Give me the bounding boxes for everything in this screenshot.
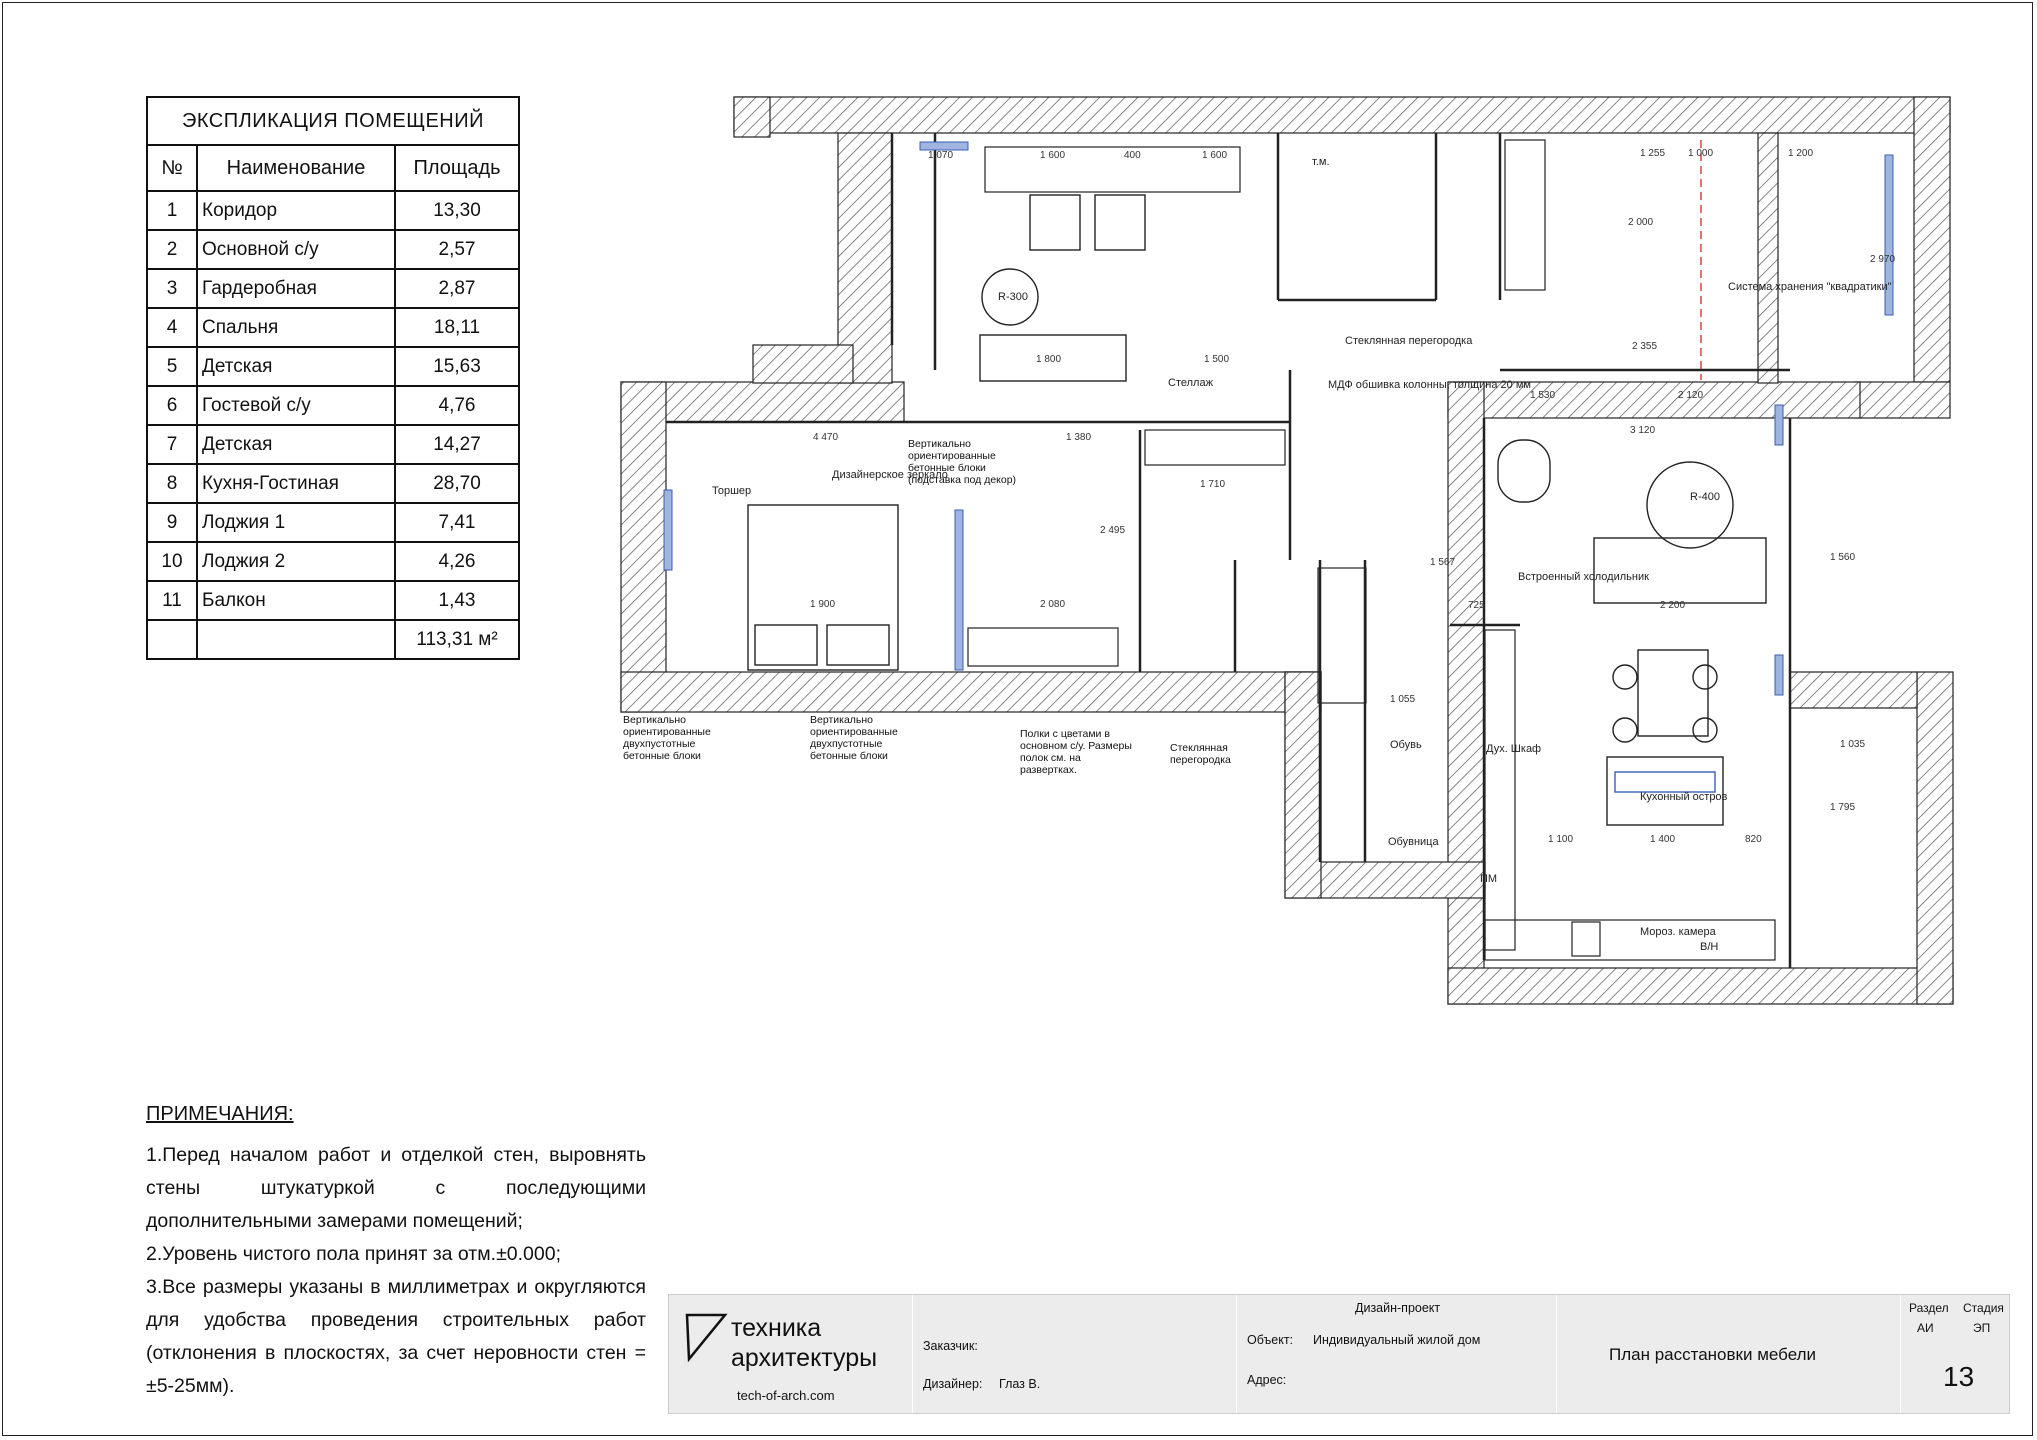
label-oven: Дух. Шкаф [1486,743,1542,755]
dim-2200: 2 200 [1660,600,1686,611]
dim-400: 400 [1124,150,1141,161]
label-shoes: Обувь [1390,739,1422,751]
dim-1070: 1 070 [928,150,954,161]
row-name: Гардеробная [197,269,395,308]
dim-2000: 2 000 [1628,217,1654,228]
row-area: 4,76 [395,386,519,425]
bed [748,505,898,670]
row-number: 3 [147,269,197,308]
dim-3120: 3 120 [1630,425,1656,436]
label-storage-system: Система хранения "квадратики" [1728,281,1892,293]
section-label: Раздел [1909,1301,1949,1315]
row-area: 15,63 [395,347,519,386]
row-name: Кухня-Гостиная [197,464,395,503]
dim-2970: 2 970 [1870,254,1896,265]
row-name: Лоджия 1 [197,503,395,542]
object-label: Объект: [1247,1333,1294,1347]
sheet-title-cell [1557,1295,1901,1413]
stage-cell [1901,1295,2011,1413]
logo-text: техника архитектуры [731,1314,878,1372]
sheet-number: 13 [1943,1361,1975,1392]
row-name: Гостевой с/у [197,386,395,425]
dim-820: 820 [1745,834,1762,845]
customer-label: Заказчик: [923,1339,978,1353]
dim-1795: 1 795 [1830,802,1856,813]
dim-1600b: 1 600 [1202,150,1228,161]
explication-title: ЭКСПЛИКАЦИЯ ПОМЕЩЕНИЙ [147,97,519,145]
row-number: 5 [147,347,197,386]
dim-1035: 1 035 [1840,739,1866,750]
note-item: 2.Уровень чистого пола принят за отм.±0.000; [146,1243,561,1265]
note-vblocks-stand: Вертикально ориентированные бетонные блоки (подставка под декор) [908,438,1017,486]
label-r400: R-400 [1690,491,1720,503]
dim-1500: 1 500 [1204,354,1230,365]
col-header-number: № [147,145,197,191]
stage-label: Стадия [1963,1301,2004,1315]
row-name: Детская [197,425,395,464]
row-area: 28,70 [395,464,519,503]
row-number: 4 [147,308,197,347]
sofa-room-5 [980,195,1145,381]
total-area: 113,31 м² [395,620,519,659]
dim-2120: 2 120 [1678,390,1704,401]
dim-1710: 1 710 [1200,479,1226,490]
note-item: 1.Перед началом работ и отделкой стен, выровнять стены штукатуркой с последующими дополнительными замерами помещений; [146,1144,646,1232]
row-name: Коридор [197,191,395,230]
logo-cell [669,1295,913,1413]
notes-title: ПРИМЕЧАНИЯ: [146,1103,294,1125]
label-kitchen-island: Кухонный остров [1640,791,1728,803]
dim-1560: 1 560 [1830,552,1856,563]
dim-1800: 1 800 [1036,354,1062,365]
dim-1200: 1 200 [1788,148,1814,159]
kitchen-cabinets [1485,630,1775,960]
row-number: 2 [147,230,197,269]
section-value: АИ [1917,1321,1934,1335]
row-name: Лоджия 2 [197,542,395,581]
row-area: 1,43 [395,581,519,620]
row-area: 2,57 [395,230,519,269]
label-torsher: Торшер [712,485,752,497]
living-room-furniture [1498,440,1766,825]
dim-1400: 1 400 [1650,834,1676,845]
note-vblocks-mid: Вертикально ориентированные двухпустотные бетонные блоки [810,714,898,762]
row-area: 18,11 [395,308,519,347]
dim-1900: 1 900 [810,599,836,610]
row-area: 2,87 [395,269,519,308]
interior-partitions [666,133,1790,968]
label-fridge: Встроенный холодильник [1518,571,1649,583]
stage-value: ЭП [1973,1321,1991,1335]
dim-1255: 1 255 [1640,148,1666,159]
row-number: 9 [147,503,197,542]
notes-block [146,1098,646,1403]
row-number: 8 [147,464,197,503]
dim-1567: 1 567 [1430,557,1456,568]
structural-walls [621,97,1953,1004]
dim-725: 725 [1468,600,1485,611]
label-shelving: Стеллаж [1168,377,1213,389]
label-dishwasher: ПМ [1480,873,1498,885]
dim-1055: 1 055 [1390,694,1416,705]
row-area: 4,26 [395,542,519,581]
note-shelves-flowers: Полки с цветами в основном с/у. Размеры полок см. на развертках. [1020,728,1132,776]
row-name: Балкон [197,581,395,620]
col-header-area: Площадь [395,145,519,191]
col-header-name: Наименование [197,145,395,191]
label-mdf-column: МДФ обшивка колонны, толщина 20 мм [1328,379,1531,391]
logo-url: tech-of-arch.com [737,1388,835,1403]
label-mirror: Дизайнерское зеркало [832,469,948,481]
row-area: 13,30 [395,191,519,230]
row-number: 7 [147,425,197,464]
note-item: 3.Все размеры указаны в миллиметрах и округляются для удобства проведения строительных работ (отклонения в плоскостях, за счет неровности стен = ±5-25мм). [146,1276,646,1397]
row-area: 7,41 [395,503,519,542]
label-shoe-rack: Обувница [1388,836,1439,848]
dim-1100: 1 100 [1548,834,1574,845]
row-name: Детская [197,347,395,386]
dim-1000: 1 000 [1688,148,1714,159]
label-glass-partition-1: Стеклянная перегородка [1345,335,1473,347]
note-glass-partition-2: Стеклянная перегородка [1170,742,1231,766]
project-type: Дизайн-проект [1355,1301,1441,1315]
logo-mark-icon [683,1311,729,1363]
title-block [668,1294,2010,1414]
dim-2495: 2 495 [1100,525,1126,536]
dim-2080: 2 080 [1040,599,1066,610]
dim-1530: 1 530 [1530,390,1556,401]
row-name: Спальня [197,308,395,347]
sheet-title: План расстановки мебели [1609,1345,1816,1364]
note-vblocks-left: Вертикально ориентированные двухпустотные бетонные блоки [623,714,711,762]
label-washer-dryer: В/Н [1700,941,1719,953]
object-value: Индивидуальный жилой дом [1313,1333,1481,1347]
address-label: Адрес: [1247,1373,1287,1387]
label-wm: т.м. [1312,156,1330,168]
dim-2355: 2 355 [1632,341,1658,352]
customer-cell [913,1295,1237,1413]
label-freezer: Мороз. камера [1640,926,1716,938]
row-area: 14,27 [395,425,519,464]
row-number: 1 [147,191,197,230]
project-cell [1237,1295,1557,1413]
row-number: 11 [147,581,197,620]
dim-4470: 4 470 [813,432,839,443]
row-name: Основной с/у [197,230,395,269]
dim-1600a: 1 600 [1040,150,1066,161]
row-number: 10 [147,542,197,581]
row-number: 6 [147,386,197,425]
label-r300: R-300 [998,291,1028,303]
designer-value: Глаз В. [999,1377,1041,1391]
dim-1380: 1 380 [1066,432,1092,443]
designer-label: Дизайнер: [923,1377,983,1391]
